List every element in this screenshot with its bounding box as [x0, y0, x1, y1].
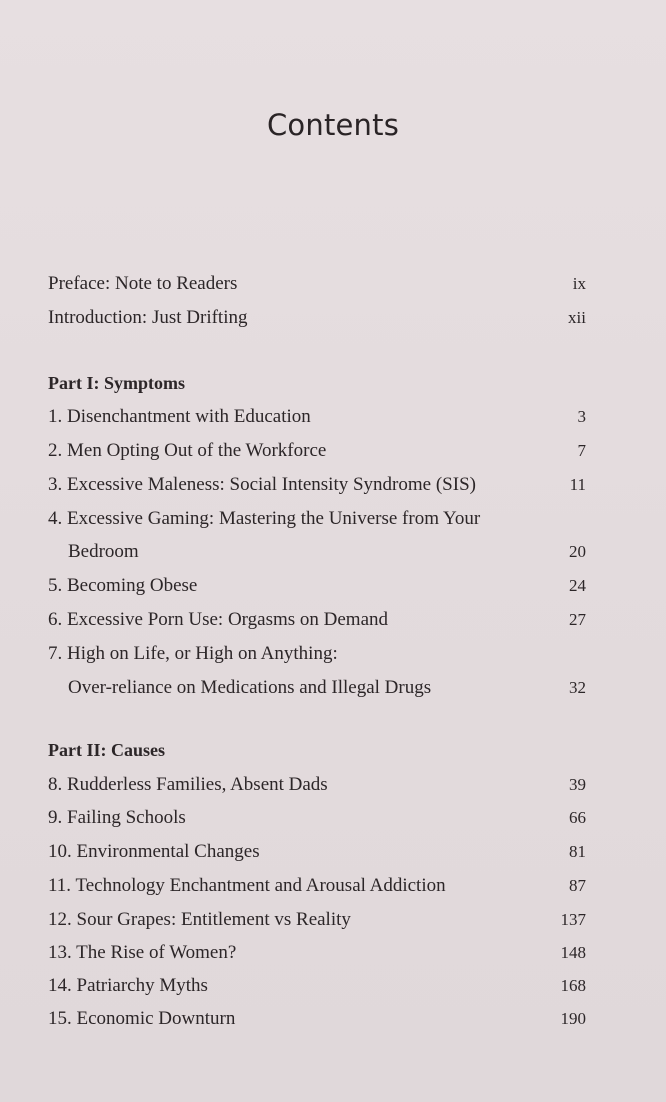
toc-entry-label: Preface: Note to Readers [48, 273, 238, 294]
toc-entry [48, 502, 586, 536]
toc-entry-label: 11. Technology Enchantment and Arousal Addiction [48, 875, 446, 896]
toc-entry-label: 3. Excessive Maleness: Social Intensity Syndrome (SIS) [48, 474, 476, 495]
toc-entry [48, 936, 586, 970]
toc-entry-page: 27 [569, 610, 586, 629]
toc-entry [48, 637, 586, 671]
toc-entry [48, 569, 586, 603]
toc-entry-label: 9. Failing Schools [48, 807, 186, 828]
toc-entry [48, 903, 586, 937]
toc-entry [48, 768, 586, 802]
toc-entry [48, 835, 586, 869]
toc-entry [48, 468, 586, 502]
toc-entry [48, 603, 586, 637]
toc-entry-label: 7. High on Life, or High on Anything: [48, 643, 338, 664]
toc-entry [48, 267, 586, 301]
toc-entry-continuation [48, 671, 586, 705]
toc-entry-page: ix [572, 274, 586, 293]
toc-entry-page: 24 [569, 576, 586, 595]
toc-entry-label: 10. Environmental Changes [48, 841, 260, 862]
toc-entry-label: 14. Patriarchy Myths [48, 975, 208, 996]
toc-entry-page: 11 [569, 475, 586, 494]
toc-entry-label: 6. Excessive Porn Use: Orgasms on Demand [48, 609, 389, 630]
toc-entry-page: 168 [560, 976, 586, 995]
toc-entry-label: 4. Excessive Gaming: Mastering the Universe from Your [48, 508, 481, 529]
part-heading: Part I: Symptoms [48, 373, 185, 393]
toc-entry [48, 434, 586, 468]
toc-entry [48, 969, 586, 1003]
toc-entry [48, 1002, 586, 1036]
toc-entry-page: 137 [560, 910, 586, 929]
toc-entry-label: 2. Men Opting Out of the Workforce [48, 440, 327, 461]
toc-entry-label: 8. Rudderless Families, Absent Dads [48, 774, 328, 795]
toc-entry-page: 20 [569, 542, 586, 561]
toc-entry-page: 32 [569, 678, 586, 697]
toc-entry-label: 5. Becoming Obese [48, 575, 198, 596]
toc-entry-page: 148 [560, 943, 586, 962]
toc-entry-page: 81 [569, 842, 586, 861]
toc-entry-label: Introduction: Just Drifting [48, 307, 248, 328]
toc-entry [48, 400, 586, 434]
toc-entry-label: Bedroom [68, 541, 139, 562]
toc-entry-label: 12. Sour Grapes: Entitlement vs Reality [48, 909, 351, 930]
toc-entry-page: 7 [577, 441, 586, 460]
toc-entry-page: 190 [560, 1009, 586, 1028]
toc-entry-continuation [48, 535, 586, 569]
part-heading: Part II: Causes [48, 740, 165, 760]
toc-entry-label: 15. Economic Downturn [48, 1008, 236, 1029]
toc-entry [48, 301, 586, 335]
toc-entry-label: 1. Disenchantment with Education [48, 406, 311, 427]
toc-entry-label: Over-reliance on Medications and Illegal Drugs [68, 677, 432, 698]
page-title: Contents [266, 108, 400, 142]
toc-entry-page: xii [568, 308, 586, 327]
toc-entry [48, 869, 586, 903]
toc-entry-label: 13. The Rise of Women? [48, 942, 237, 963]
toc-entry-page: 66 [569, 808, 586, 827]
toc-entry-page: 39 [569, 775, 586, 794]
toc-entry-page: 3 [577, 407, 586, 426]
toc-entry [48, 801, 586, 835]
toc-entry-page: 87 [569, 876, 586, 895]
